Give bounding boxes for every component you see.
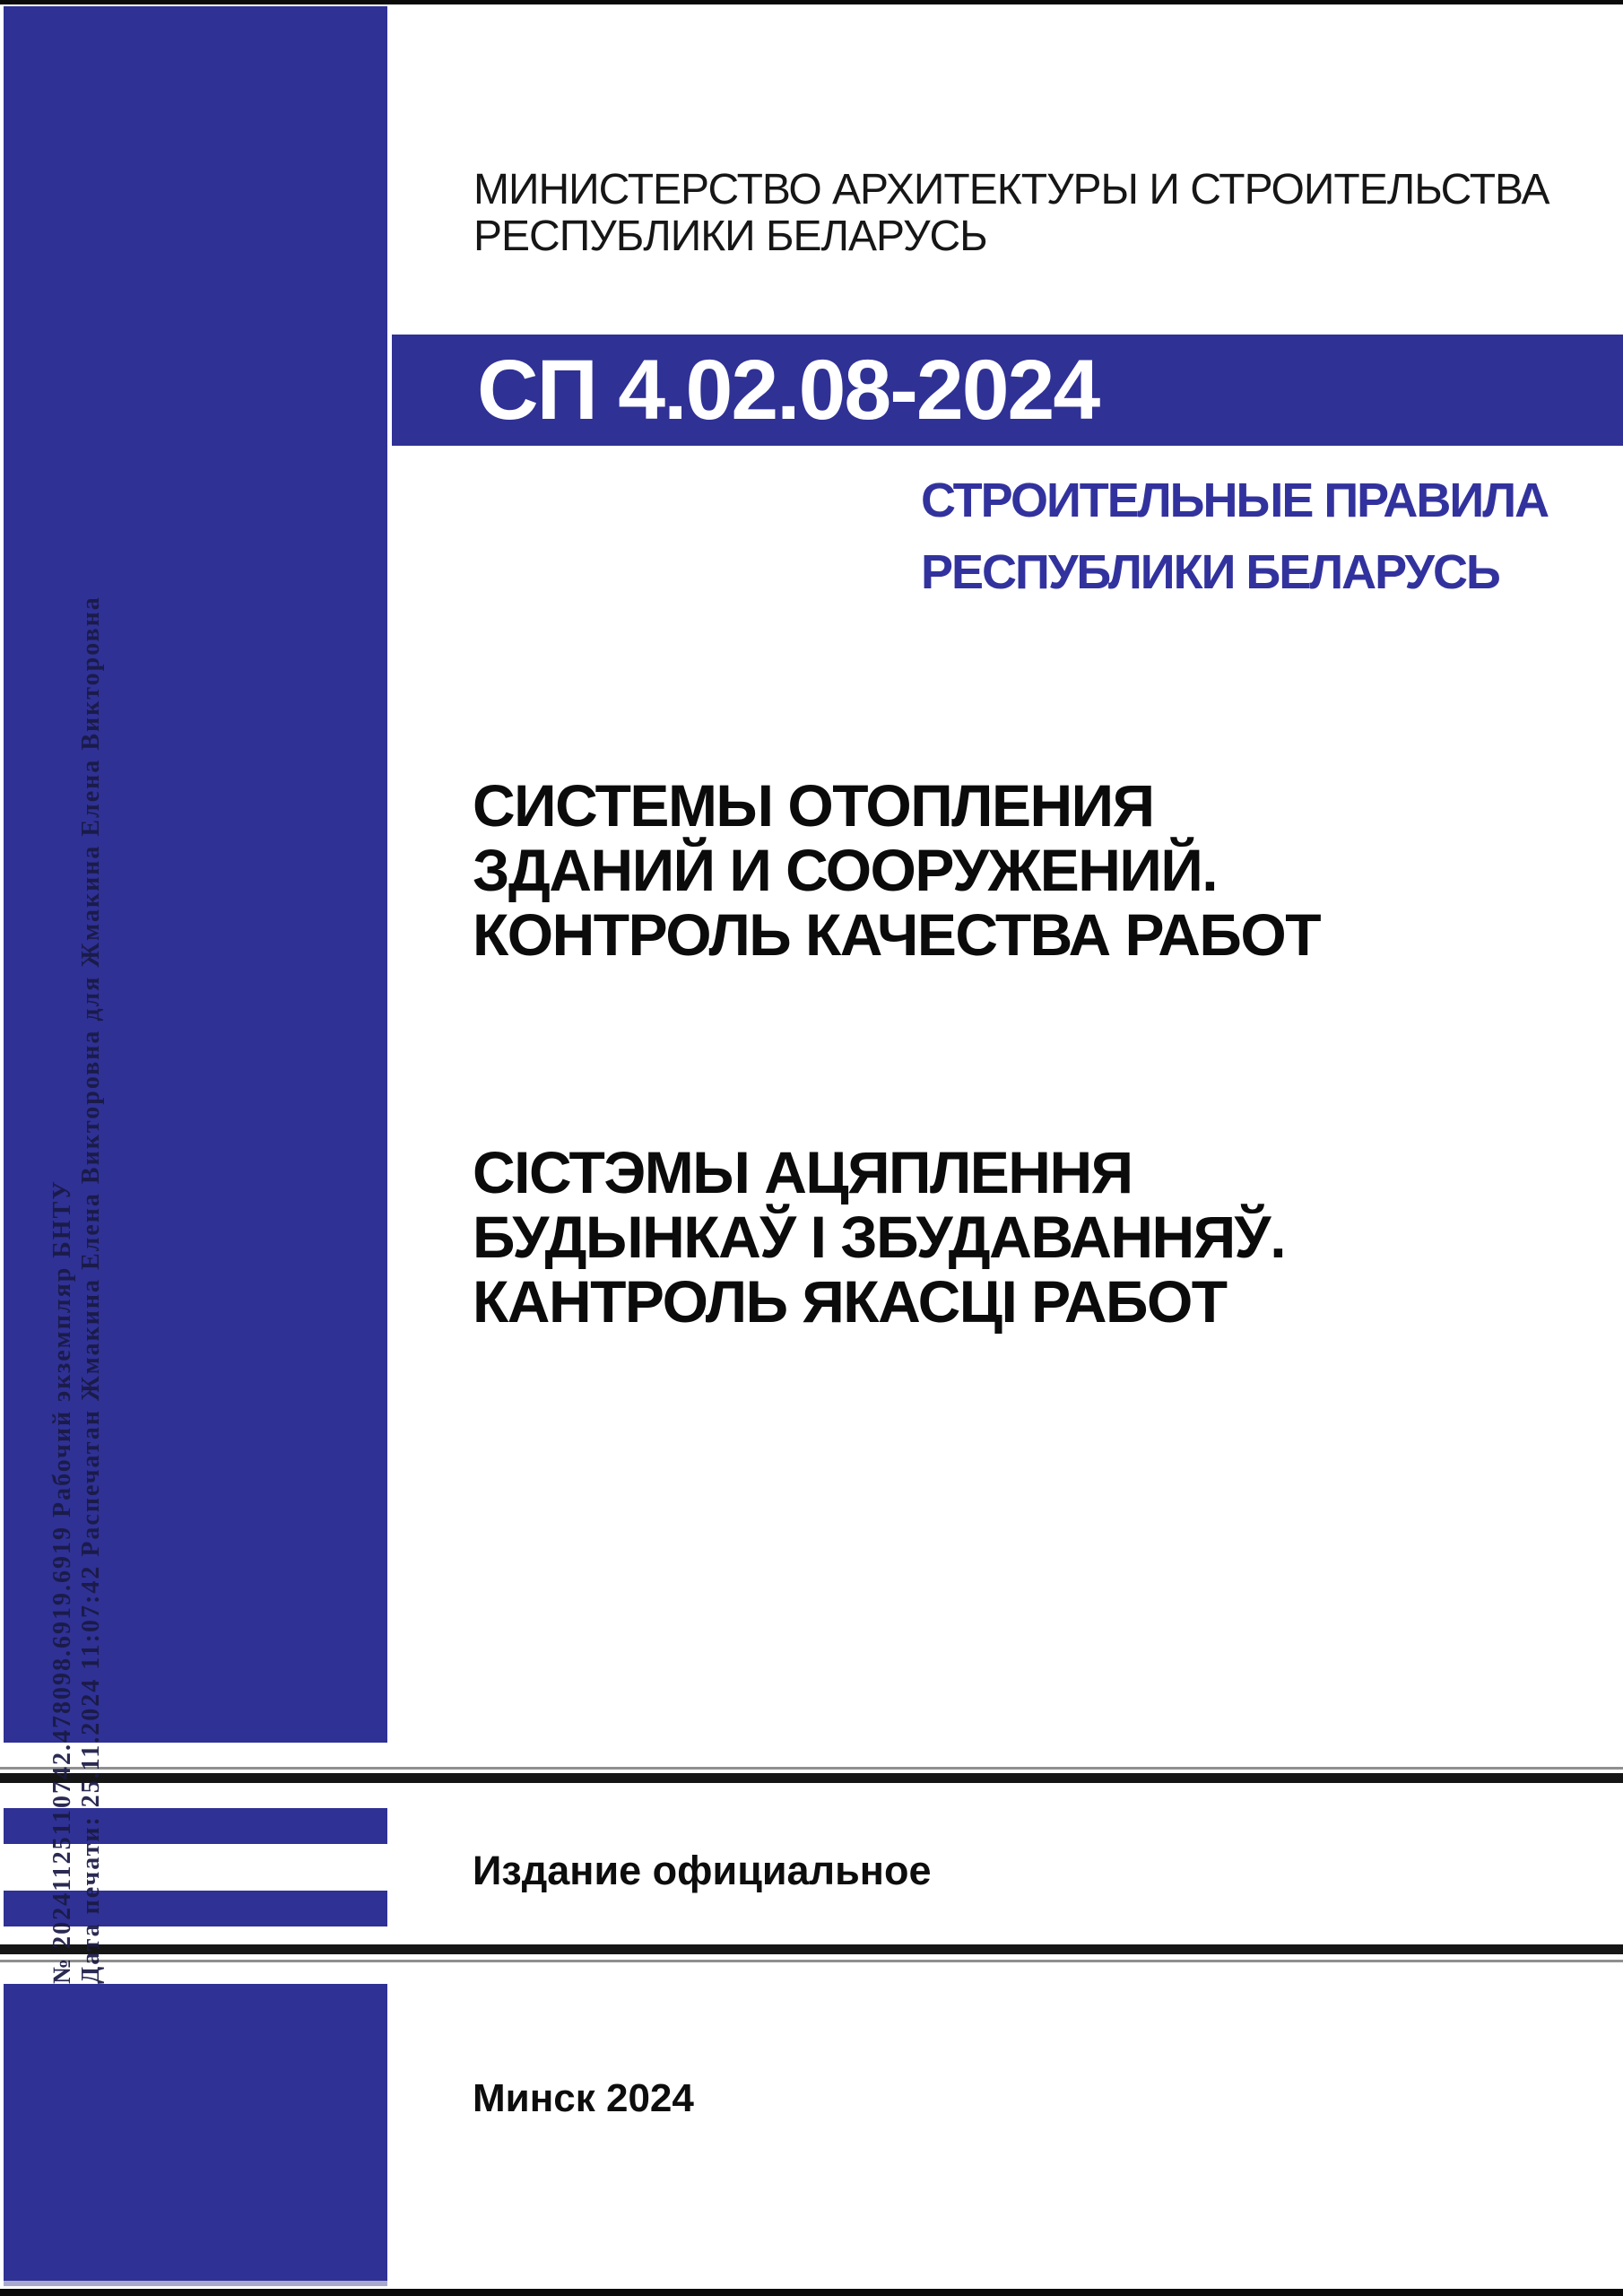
separator-thin-rule-bottom (0, 1960, 1623, 1962)
separator-thick-rule-top (0, 1773, 1623, 1783)
document-type-subtitle (921, 465, 1548, 608)
edition-label: Издание официальное (473, 1848, 932, 1893)
ministry-header (473, 167, 1549, 260)
title-be-line-3: КАНТРОЛЬ ЯКАСЦІ РАБОТ (473, 1268, 1227, 1335)
separator-thin-rule-top (0, 1767, 1623, 1770)
title-ru-line-2: ЗДАНИЙ И СООРУЖЕНИЙ. (473, 837, 1218, 903)
sidebar-bottom-block (4, 1984, 387, 2281)
title-ru-line-1: СИСТЕМЫ ОТОПЛЕНИЯ (473, 772, 1154, 839)
page-bottom-border (0, 2289, 1623, 2296)
subtitle-line-2: РЕСПУБЛИКИ БЕЛАРУСЬ (921, 545, 1499, 599)
imprint-city-year: Минск 2024 (473, 2076, 694, 2120)
watermark-copy-number-line: № 20241125110742.478098.6919.6919 Рабочий экземпляр БНТУ (48, 1179, 76, 1984)
ministry-line-2: РЕСПУБЛИКИ БЕЛАРУСЬ (473, 213, 987, 260)
document-code-band (392, 335, 1623, 446)
title-russian (473, 773, 1320, 967)
title-be-line-1: СІСТЭМЫ АЦЯПЛЕННЯ (473, 1139, 1133, 1205)
title-belarusian (473, 1140, 1285, 1334)
separator-thick-rule-bottom (0, 1944, 1623, 1954)
title-be-line-2: БУДЫНКАЎ І ЗБУДАВАННЯЎ. (473, 1204, 1286, 1270)
document-code: СП 4.02.08-2024 (477, 342, 1099, 438)
subtitle-line-1: СТРОИТЕЛЬНЫЕ ПРАВИЛА (921, 474, 1549, 527)
page-top-border (0, 0, 1623, 4)
sidebar-bottom-fade-line (4, 2281, 387, 2286)
ministry-line-1: МИНИСТЕРСТВО АРХИТЕКТУРЫ И СТРОИТЕЛЬСТВА (473, 166, 1549, 213)
watermark-print-date-line: Дата печати: 25.11.2024 11:07:42 Распечатан Жмакина Елена Викторовна для Жмакина Елена Викторовна (77, 596, 105, 1984)
title-ru-line-3: КОНТРОЛЬ КАЧЕСТВА РАБОТ (473, 901, 1321, 968)
